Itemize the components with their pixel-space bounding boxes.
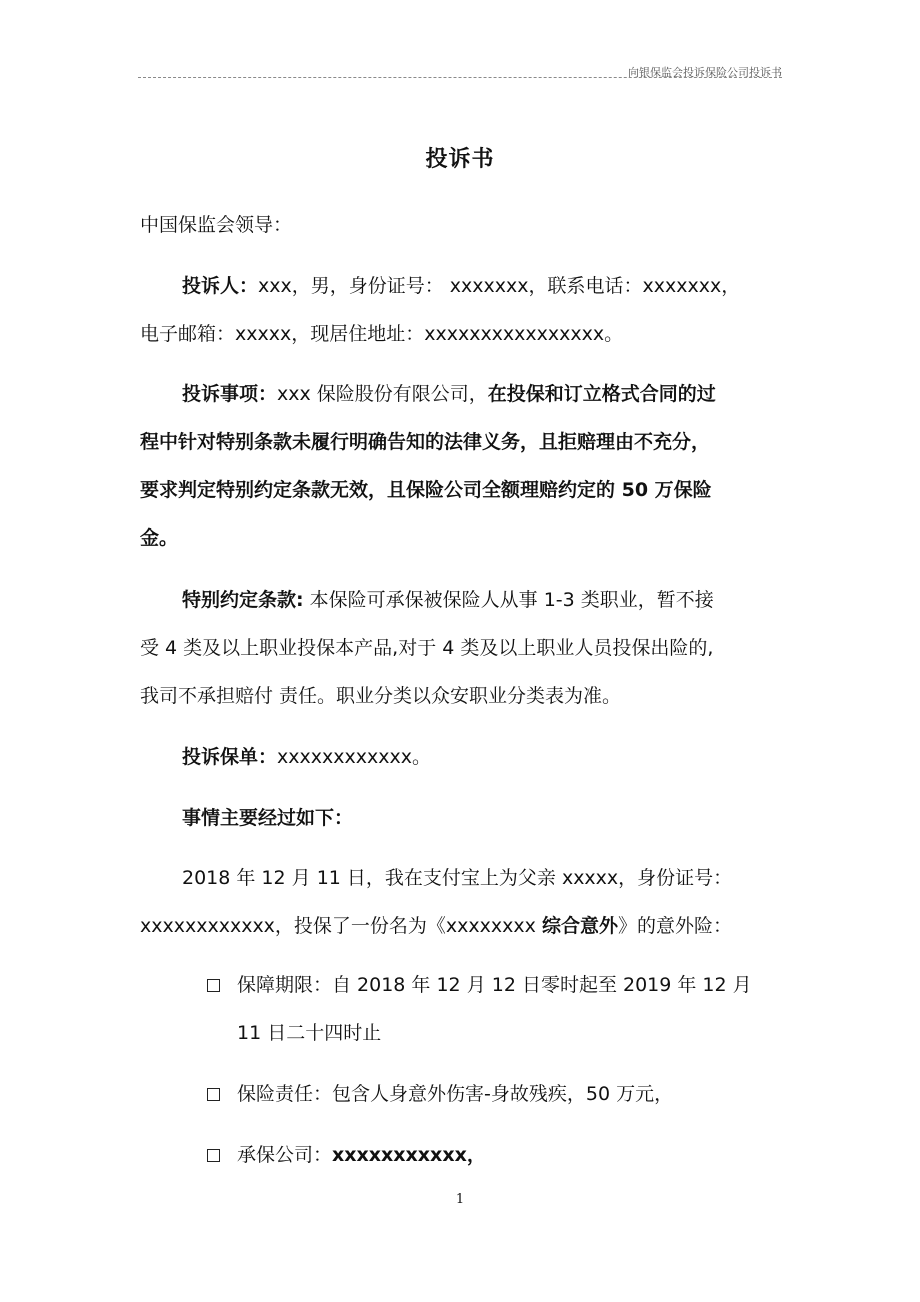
special-terms-line-2: 受 4 类及以上职业投保本产品,对于 4 类及以上职业人员投保出险的,: [140, 637, 714, 659]
header-divider: [138, 77, 782, 78]
narrative-line-1: 2018 年 12 月 11 日，我在支付宝上为父亲 xxxxx，身份证号：: [182, 867, 733, 889]
complainant-details: xxx，男，身份证号： xxxxxxx，联系电话：xxxxxxx，: [258, 275, 741, 297]
checkbox-icon: [207, 1088, 220, 1101]
matter-label: 投诉事项：: [182, 383, 278, 405]
matter-line-2: 程中针对特别条款未履行明确告知的法律义务，且拒赔理由不充分，: [140, 431, 711, 453]
running-header: 向银保监会投诉保险公司投诉书: [628, 66, 782, 79]
special-terms-line-3: 我司不承担赔付 责任。职业分类以众安职业分类表为准。: [140, 685, 622, 707]
matter-line-1: [182, 380, 716, 408]
special-terms-label: 特别约定条款:: [182, 589, 304, 611]
events-heading: 事情主要经过如下：: [182, 807, 354, 829]
checkbox-icon: [207, 979, 220, 992]
checkbox-icon: [207, 1149, 220, 1162]
coverage-period-line-1: 保障期限：自 2018 年 12 月 12 日零时起至 2019 年 12 月: [237, 974, 752, 996]
document-title: 投诉书: [425, 147, 495, 172]
salutation: 中国保监会领导：: [140, 214, 293, 236]
special-terms-text-1: 本保险可承保被保险人从事 1-3 类职业，暂不接: [303, 589, 714, 611]
narrative-end: 》的意外险：: [617, 915, 732, 937]
complainant-line-1: [182, 272, 740, 300]
policy-line: [182, 743, 431, 771]
product-name-bold: 综合意外: [541, 915, 618, 937]
underwriter-line: [237, 1141, 486, 1169]
insurance-liability-line: 保险责任：包含人身意外伤害-身故残疾，50 万元，: [237, 1083, 674, 1105]
complainant-line-2: 电子邮箱：xxxxx，现居住地址：xxxxxxxxxxxxxxxx。: [140, 323, 624, 345]
narrative-text: xxxxxxxxxxxx，投保了一份名为《xxxxxxxx: [140, 915, 542, 937]
matter-line-4: 金。: [140, 527, 179, 549]
underwriter-value: xxxxxxxxxxx，: [332, 1144, 486, 1166]
special-terms-line-1: [182, 586, 714, 614]
complainant-label: 投诉人：: [182, 275, 259, 297]
policy-label: 投诉保单：: [182, 746, 278, 768]
matter-line-3: 要求判定特别约定条款无效，且保险公司全额理赔约定的 50 万保险: [140, 479, 712, 501]
policy-value: xxxxxxxxxxxx。: [277, 746, 431, 768]
page-number: 1: [455, 1192, 465, 1207]
matter-text-1: 在投保和订立格式合同的过: [487, 383, 716, 405]
narrative-line-2: [140, 912, 732, 940]
matter-company: xxx 保险股份有限公司，: [277, 383, 488, 405]
coverage-period-line-2: 11 日二十四时止: [237, 1022, 382, 1044]
underwriter-label: 承保公司：: [237, 1144, 333, 1166]
